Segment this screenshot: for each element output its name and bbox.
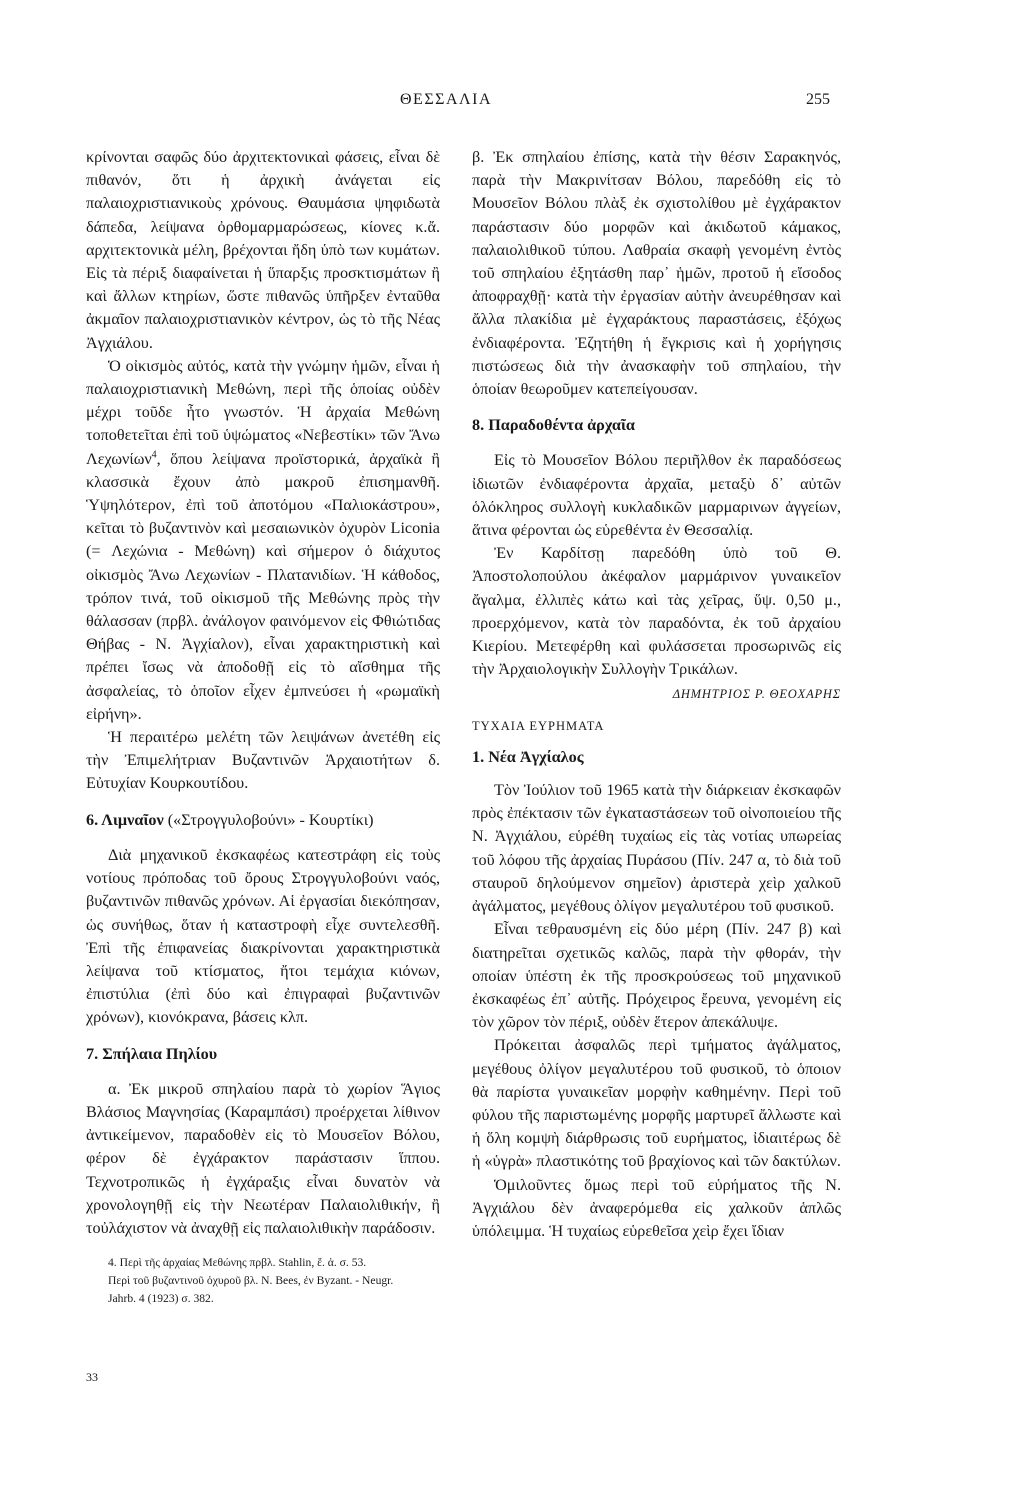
right-column	[472, 146, 841, 1243]
paragraph: Πρόκειται ἀσφαλῶς περὶ τμήματος ἀγάλματος, μεγέθους ὀλίγον μεγαλυτέρου τοῦ φυσικοῦ, τὸ ὁποιον θὰ παρίστα γυναικεῖαν μορφὴν καθημένην. Περὶ τοῦ φύλου τῆς παριστωμένης μορφῆς μαρτυρεῖ ἄλλωστε καὶ ἡ ὅλη κομψὴ διάρθρωσις τοῦ ευρήματος, ἰδιαιτέρως δὲ ἡ «ὑγρὰ» πλαστικότης τοῦ βραχίονος καὶ τῶν δακτύλων.	[472, 1036, 841, 1171]
paragraph: Ἐν Καρδίτσῃ παρεδόθη ὑπὸ τοῦ Θ. Ἀποστολοπούλου ἀκέφαλον μαρμάρινον γυναικεῖον ἄγαλμα, ἐλλιπὲς κάτω καὶ τὰς χεῖρας, ὕψ. 0,50 μ., προερχόμενον, κατὰ τὸν παραδόντα, ἐκ τοῦ ἀρχαίου Κιερίου. Μετεφέρθη καὶ φυλάσσεται προσωρινῶς εἰς τὴν Ἀρχαιολογικὴν Συλλογὴν Τρικάλων.	[472, 544, 841, 679]
section-heading: 6. Λιμναῖον («Στρογγυλοβούνι» - Κουρτίκι)	[86, 810, 374, 829]
section-label: ΤΥΧΑΙΑ ΕΥΡΗΜΑΤΑ	[472, 718, 605, 733]
page-number: 255	[806, 91, 830, 108]
paragraph: Εἶναι τεθραυσμένη εἰς δύο μέρη (Πίν. 247 β) καὶ διατηρεῖται σχετικῶς καλῶς, παρὰ τὴν φθοράν, τὴν οποίαν ὑπέστη ἐκ τῆς προσκρούσεως τοῦ μηχανικοῦ ἐκσκαφέως ἐπ᾽ αὐτῆς. Πρόχειρος ἔρευνα, γενομένη εἰς τὸν χῶρον τὸν πέριξ, οὐδὲν ἕτερον ἀπεκάλυψε.	[472, 920, 841, 1032]
paragraph: Ὁ οἰκισμὸς αὐτός, κατὰ τὴν γνώμην ἡμῶν, εἶναι ἡ παλαιοχριστιανικὴ Μεθώνη, περὶ τῆς ὁποίας οὐδὲν μέχρι τοῦδε ἦτο γνωστόν. Ἡ ἀρχαία Μεθώνη τοποθετεῖται ἐπὶ τοῦ ὑψώματος «Νεβεστίκι» τῶν Ἄνω Λεχωνίων$^4$, ὅπου λείψανα προϊστορικά, ἀρχαϊκὰ ἢ κλασσικὰ ἔχουν ἀπὸ μακροῦ ἐπισημανθῆ. Ὑψηλότερον, ἐπὶ τοῦ ἀποτόμου «Παλιοκάστρου», κεῖται τὸ βυζαντινὸν καὶ μεσαιωνικὸν ὀχυρὸν Liconia (= Λεχώνια - Μεθώνη) καὶ σήμερον ὁ διάχυτος οἰκισμὸς Ἄνω Λεχωνίων - Πλατανιδίων. Ἡ κάθοδος, τρόπον τινά, τοῦ οἰκισμοῦ τῆς Μεθώνης πρὸς τὴν θάλασσαν (πρβλ. ἀνάλογον φαινόμενον εἰς Φθιώτιδας Θήβας - Ν. Ἀγχίαλον), εἶναι χαρακτηριστικὴ καὶ πρέπει ἴσως νὰ ἀποδοθῇ εἰς τὸ αἴσθημα τῆς ἀσφαλείας, τὸ ὁποῖον εἶχεν ἐμπνεύσει ἡ «ρωμαϊκὴ εἰρήνη».	[86, 356, 440, 723]
footnote-line: 4. Περὶ τῆς ἀρχαίας Μεθώνης πρβλ. Stahlin, ἔ. ἀ. σ. 53.	[108, 1256, 367, 1270]
paragraph: Διὰ μηχανικοῦ ἐκσκαφέως κατεστράφη εἰς τοὺς νοτίους πρόποδας τοῦ ὄρους Στρογγυλοβούνι ναός, βυζαντινῶν πιθανῶς χρόνων. Αἱ ἐργασίαι διεκόπησαν, ὡς συνήθως, ὅταν ἡ καταστροφὴ εἶχε συντελεσθῆ. Ἐπὶ τῆς ἐπιφανείας διακρίνονται χαρακτηριστικὰ λείψανα τοῦ κτίσματος, ἤτοι τεμάχια κιόνων, ἐπιστύλια (ἐπὶ δύο καὶ ἐπιγραφαὶ βυζαντινῶν χρόνων), κιονόκρανα, βάσεις κλπ.	[86, 845, 440, 1027]
paragraph: α. Ἐκ μικροῦ σπηλαίου παρὰ τὸ χωρίον Ἅγιος Βλάσιος Μαγνησίας (Καραμπάσι) προέρχεται λίθινον ἀντικείμενον, παραδοθὲν εἰς τὸ Μουσεῖον Βόλου, φέρον δὲ ἐγχάρακτον παράστασιν ἵππου. Τεχνοτροπικῶς ἡ ἐγχάραξις εἶναι δυνατὸν νὰ χρονολογηθῇ εἰς τὴν Νεωτέραν Παλαιολιθικήν, ἢ τοὐλάχιστον νὰ ἀναχθῇ εἰς παλαιολιθικὴν παράδοσιν.	[86, 1079, 440, 1237]
left-column	[86, 146, 440, 1308]
signature-mark: 33	[86, 1370, 98, 1384]
paragraph: Ὁμιλοῦντες ὅμως περὶ τοῦ εὑρήματος τῆς Ν. Ἀγχιάλου δὲν ἀναφερόμεθα εἰς χαλκοῦν ἁπλῶς ὑπόλειμμα. Ἡ τυχαίως εὑρεθεῖσα χεὶρ ἔχει ἴδιαν	[472, 1175, 841, 1240]
footnote-ref: 4	[151, 449, 157, 461]
paragraph: κρίνονται σαφῶς δύο ἀρχιτεκτονικαὶ φάσεις, εἶναι δὲ πιθανόν, ὅτι ἡ ἀρχικὴ ἀνάγεται εἰς παλαιοχριστιανικοὺς χρόνους. Θαυμάσια ψηφιδωτὰ δάπεδα, λείψανα ὀρθομαρμαρώσεως, κίονες κ.ἄ. αρχιτεκτονικὰ μέλη, βρέχονται ἤδη ὑπὸ των κυμάτων. Εἰς τὰ πέριξ διαφαίνεται ἡ ὕπαρξις προσκτισμάτων ἢ καὶ ἄλλων κτηρίων, ὥστε πιθανῶς ὑπῆρξεν ἐνταῦθα ἀκμαῖον παλαιοχριστιανικὸν κέντρον, ὡς τὸ τῆς Νέας Ἀγχιάλου.	[86, 148, 440, 352]
running-title: ΘΕΣΣΑΛΙΑ	[400, 91, 492, 108]
section-heading: 8. Παραδοθέντα ἀρχαῖα	[472, 416, 635, 435]
paragraph: Τὸν Ἰούλιον τοῦ 1965 κατὰ τὴν διάρκειαν ἐκσκαφῶν πρὸς ἐπέκτασιν τῶν ἐγκαταστάσεων τοῦ οἰνοποιείου τῆς Ν. Ἀγχιάλου, εὑρέθη τυχαίως εἰς τὰς νοτίας υπωρείας τοῦ λόφου τῆς ἀρχαίας Πυράσου (Πίν. 247 α, τὸ διὰ τοῦ σταυροῦ δηλούμενον σημεῖον) ἀριστερὰ χεὶρ χαλκοῦ ἀγάλματος, μεγέθους ὀλίγον μεγαλυτέρου τοῦ φυσικοῦ.	[472, 781, 841, 916]
footnote-line: Jahrb. 4 (1923) σ. 382.	[108, 1292, 214, 1306]
section-heading: 1. Νέα Ἀγχίαλος	[472, 747, 584, 766]
paragraph: β. Ἐκ σπηλαίου ἐπίσης, κατὰ τὴν θέσιν Σαρακηνός, παρὰ τὴν Μακρινίτσαν Βόλου, παρεδόθη εἰς τὸ Μουσεῖον Βόλου πλὰξ ἐκ σχιστολίθου μὲ ἐγχάρακτον παράστασιν δύο μορφῶν καὶ ἀκιδωτοῦ κάμακος, παλαιολιθικοῦ τύπου. Λαθραία σκαφὴ γενομένη ἐντὸς τοῦ σπηλαίου ἐξητάσθη παρ᾽ ἡμῶν, προτοῦ ἡ εἴσοδος ἀποφραχθῇ· κατὰ τὴν ἐργασίαν αὐτὴν ἀνευρέθησαν καὶ ἄλλα πλακίδια μὲ ἐγχαράκτους παραστάσεις, ἐξόχως ἐνδιαφέροντα. Ἐζητήθη ἡ ἔγκρισις καὶ ἡ χορήγησις πιστώσεως διὰ τὴν ἀνασκαφὴν τοῦ σπηλαίου, τὴν ὁποίαν θεωροῦμεν κατεπείγουσαν.	[472, 148, 841, 399]
footnote-line: Περὶ τοῦ βυζαντινοῦ ὀχυροῦ βλ. N. Bees, ἐν Byzant. - Neugr.	[108, 1274, 394, 1288]
section-heading: 7. Σπήλαια Πηλίου	[86, 1044, 218, 1063]
paragraph: Εἰς τὸ Μουσεῖον Βόλου περιῆλθον ἐκ παραδόσεως ἰδιωτῶν ἐνδιαφέροντα ἀρχαῖα, μεταξὺ δ᾽ αὐτῶν ὁλόκληρος συλλογὴ κυκλαδικῶν μαρμαρινων ἀγγείων, ἅτινα φέρονται ὡς εὑρεθέντα ἐν Θεσσαλίᾳ.	[472, 451, 841, 540]
running-head	[0, 91, 1024, 113]
footnotes	[86, 1254, 440, 1308]
author-signature: ΔΗΜΗΤΡΙΟΣ Ρ. ΘΕΟΧΑΡΗΣ	[672, 687, 841, 702]
paragraph: Ἡ περαιτέρω μελέτη τῶν λειψάνων ἀνετέθη εἰς τὴν Ἐπιμελήτριαν Βυζαντινῶν Ἀρχαιοτήτων δ. Εὐτυχίαν Κουρκουτίδου.	[86, 728, 440, 793]
